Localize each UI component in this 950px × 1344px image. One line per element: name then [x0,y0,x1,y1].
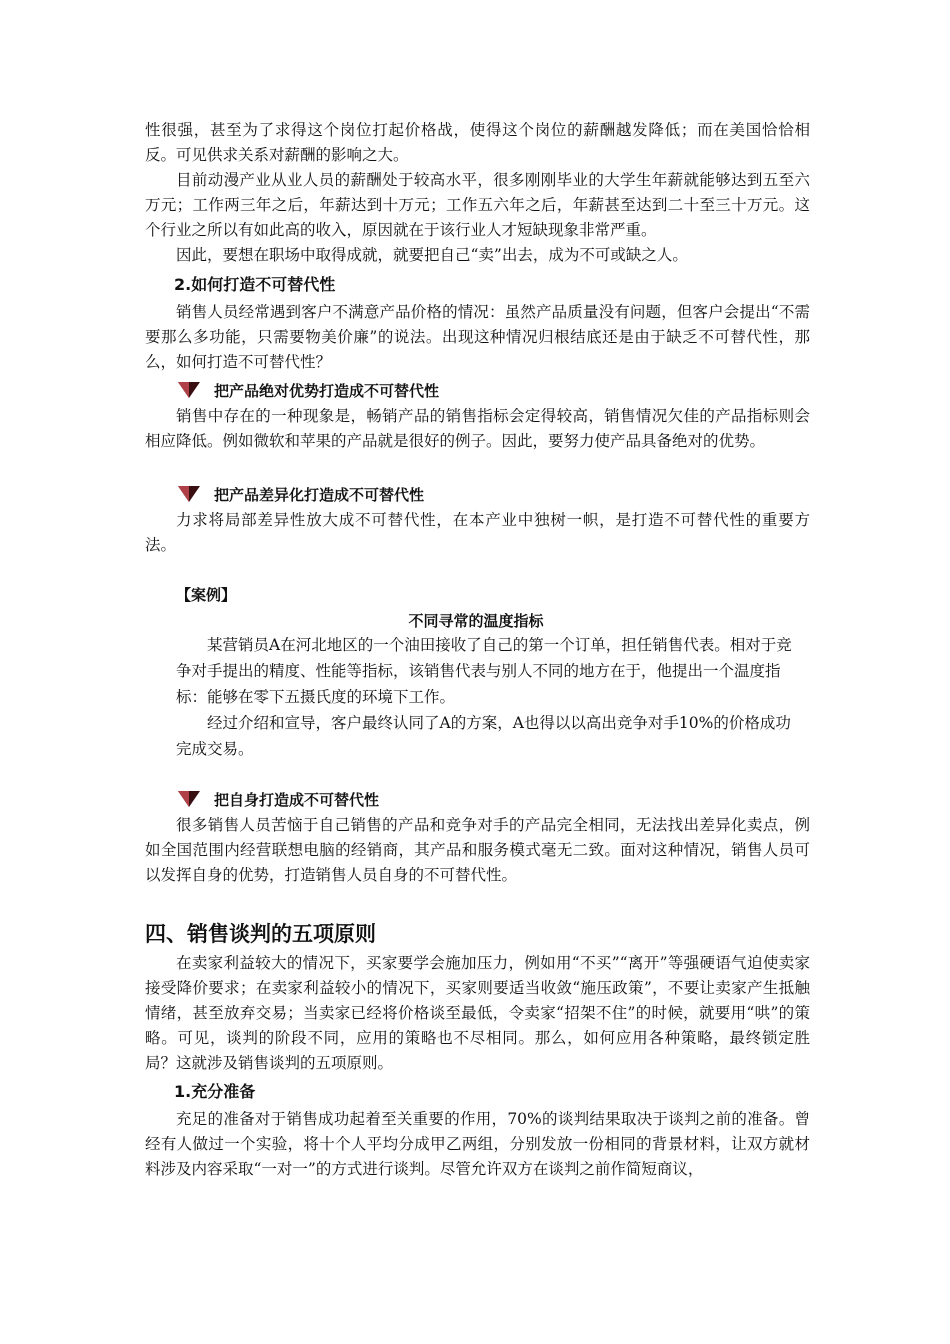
arrow-bullet-icon [178,382,200,398]
chapter-heading-4: 四、销售谈判的五项原则 [145,922,376,946]
bullet-label-1: 把产品绝对优势打造成不可替代性 [214,381,440,400]
case-paragraph-1: 某营销员A在河北地区的一个油田接收了自己的第一个订单，担任销售代表。相对于竞争对手提出的精度、性能等指标，该销售代表与别人不同的地方在于，他提出一个温度指标：能够在零下五摄氏度的环境下工作。 [176,636,792,706]
bullet-item-1 [178,378,439,402]
section-heading-1: 1.充分准备 [174,1082,256,1101]
arrow-bullet-icon [178,791,200,807]
section-heading-2: 2.如何打造不可替代性 [174,275,336,294]
paragraph-4: 销售人员经常遇到客户不满意产品价格的情况：虽然产品质量没有问题，但客户会提出“不需要那么多功能，只需要物美价廉”的说法。出现这种情况归根结底还是由于缺乏不可替代性，那么，如何打造不可替代性？ [145,303,810,371]
paragraph-5: 销售中存在的一种现象是，畅销产品的销售指标会定得较高，销售情况欠佳的产品指标则会相应降低。例如微软和苹果的产品就是很好的例子。因此，要努力使产品具备绝对的优势。 [145,407,810,450]
paragraph-6: 力求将局部差异性放大成不可替代性，在本产业中独树一帜，是打造不可替代性的重要方法。 [145,511,810,554]
paragraph-2: 目前动漫产业从业人员的薪酬处于较高水平，很多刚刚毕业的大学生年薪就能够达到五至六万元；工作两三年之后，年薪达到十万元；工作五六年之后，年薪甚至达到二十至三十万元。这个行业之所以有如此高的收入，原因就在于该行业人才短缺现象非常严重。 [145,171,810,239]
bullet-item-3 [178,787,379,811]
bullet-label-3: 把自身打造成不可替代性 [214,790,380,809]
case-title: 不同寻常的温度指标 [408,612,544,630]
bullet-label-2: 把产品差异化打造成不可替代性 [214,485,425,504]
case-paragraph-2: 经过介绍和宣导，客户最终认同了A的方案，A也得以以高出竞争对手10%的价格成功完成交易。 [176,714,791,758]
paragraph-9: 充足的准备对于销售成功起着至关重要的作用，70%的谈判结果取决于谈判之前的准备。曾经有人做过一个实验，将十个人平均分成甲乙两组，分别发放一份相同的背景材料，让双方就材料涉及内容采取“一对一”的方式进行谈判。尽管允许双方在谈判之前作简短商议， [145,1110,810,1178]
paragraph-8: 在卖家利益较大的情况下，买家要学会施加压力，例如用“不买”“离开”等强硬语气迫使卖家接受降价要求；在卖家利益较小的情况下，买家则要适当收敛“施压政策”，不要让卖家产生抵触情绪，甚至放弃交易；当卖家已经将价格谈至最低，令卖家“招架不住”的时候，就要用“哄”的策略。可见，谈判的阶段不同，应用的策略也不尽相同。那么，如何应用各种策略，最终锁定胜局？这就涉及销售谈判的五项原则。 [145,954,810,1072]
bullet-item-2 [178,482,424,506]
case-label: 【案例】 [176,586,237,604]
paragraph-7: 很多销售人员苦恼于自己销售的产品和竞争对手的产品完全相同，无法找出差异化卖点，例如全国范围内经营联想电脑的经销商，其产品和服务模式毫无二致。面对这种情况，销售人员可以发挥自身的优势，打造销售人员自身的不可替代性。 [145,816,810,884]
arrow-bullet-icon [178,486,200,502]
paragraph-1: 性很强，甚至为了求得这个岗位打起价格战，使得这个岗位的薪酬越发降低；而在美国恰恰相反。可见供求关系对薪酬的影响之大。 [145,121,810,164]
paragraph-3: 因此，要想在职场中取得成就，就要把自己“卖”出去，成为不可或缺之人。 [176,246,688,264]
